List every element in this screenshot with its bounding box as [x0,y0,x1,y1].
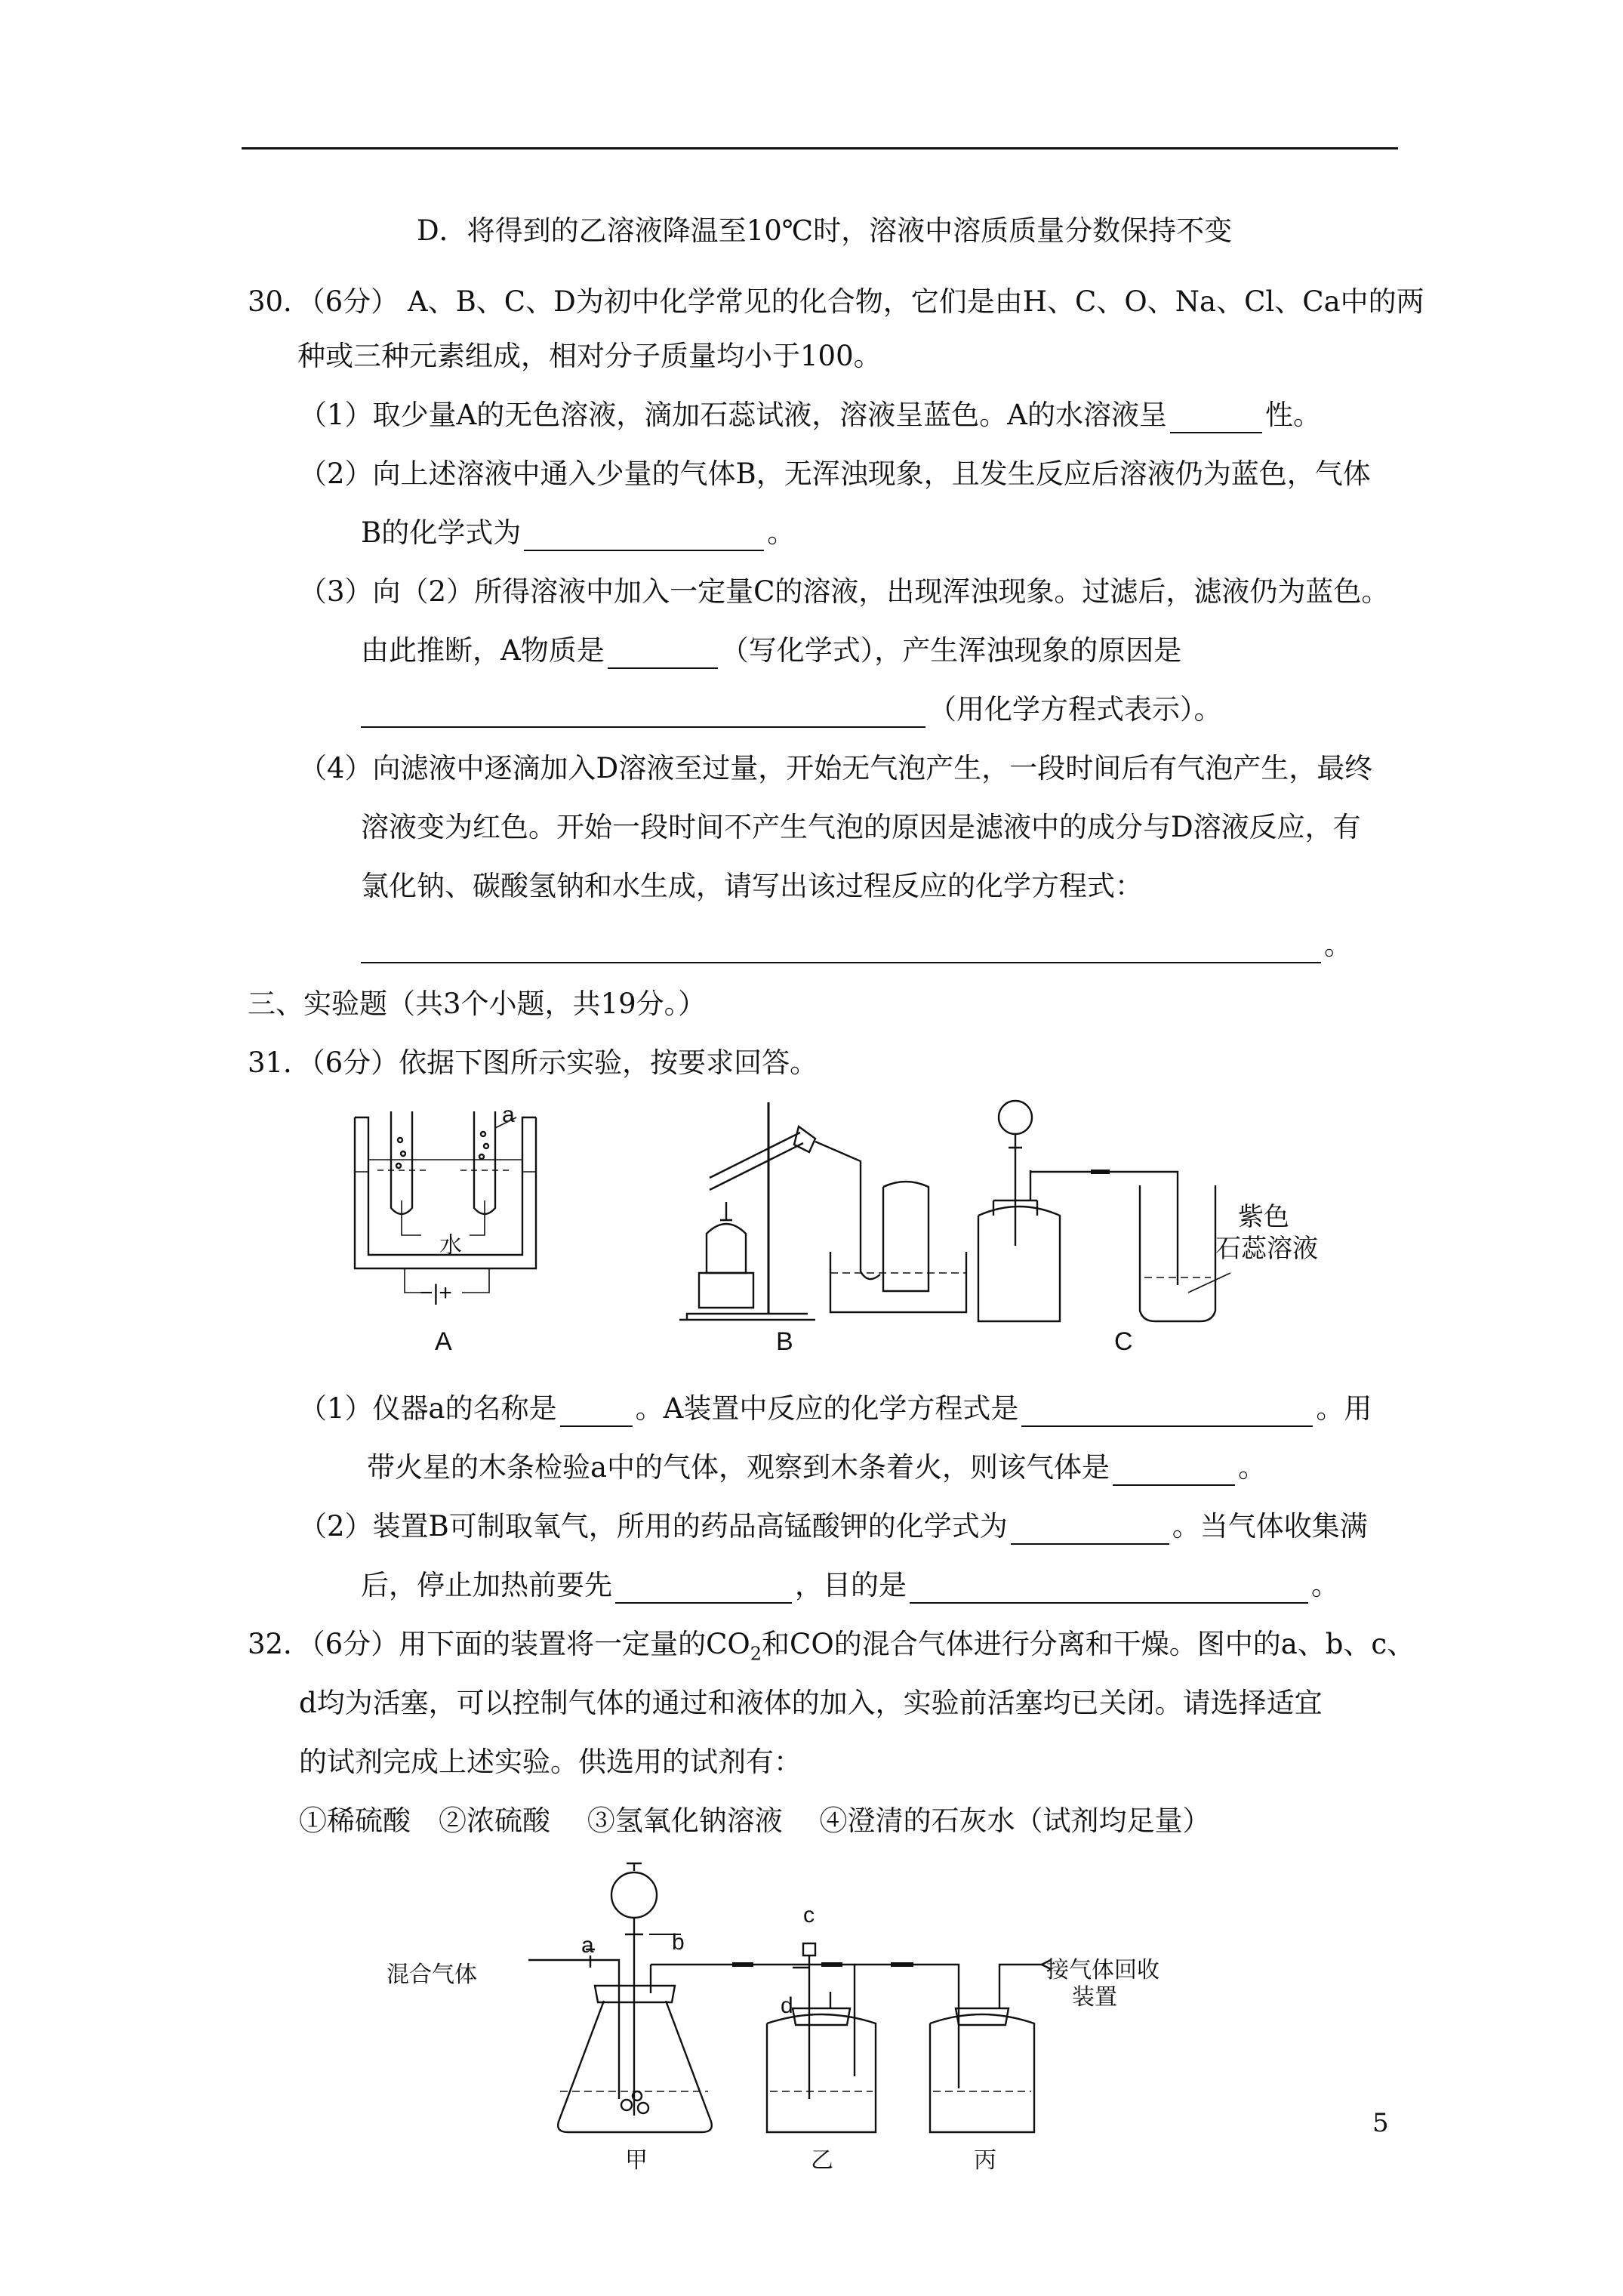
label-valve-c: c [803,1903,815,1928]
label-battery: −|+ [420,1281,452,1305]
label-pointer-a: a [502,1102,515,1127]
label-litmus-1: 紫色 [1238,1203,1289,1231]
answer-blank[interactable] [1011,1515,1169,1545]
label-litmus-2: 石蕊溶液 [1215,1234,1318,1263]
figure-label-c: C [1114,1327,1133,1356]
q32-line1: 32．（6分）用下面的装置将一定量的$CO_2$和CO的混合气体进行分离和干燥。图中的a、b、c、 [248,1628,1415,1665]
q30-part3-line2: 由此推断，A物质是 （写化学式），产生浑浊现象的原因是 [361,633,1181,669]
q32-line2: d均为活塞，可以控制气体的通过和液体的加入，实验前活塞均已关闭。请选择适宜 [299,1687,1323,1719]
heating-tube [710,1133,803,1190]
q31-part2-line2: 后，停止加热前要先 ，目的是 。 [361,1567,1339,1604]
q30-part4-line3: 氯化钠、碳酸氢钠和水生成，请写出该过程反应的化学方程式： [361,870,1143,902]
separatory-funnel [999,1101,1032,1134]
q31-part2-line1: （2）装置B可制取氧气，所用的药品高锰酸钾的化学式为 。当气体收集满 [299,1509,1368,1545]
header-rule [242,147,1398,149]
bottle-bing [930,2014,1034,2132]
water-trough-b [830,1252,966,1312]
q30-part2-line1: （2）向上述溶液中通入少量的气体B，无浑浊现象，且发生反应后溶液仍为蓝色，气体 [299,458,1371,490]
answer-blank[interactable] [361,698,925,728]
label-outlet-2: 装置 [1072,1985,1117,2010]
figure-label-b: B [776,1327,793,1356]
q31-stem: 31．（6分）依据下图所示实验，按要求回答。 [248,1046,818,1079]
label-valve-d: d [781,1993,793,2018]
figure-label-a: A [435,1327,452,1356]
label-yi: 乙 [811,2148,833,2173]
q32-line3: 的试剂完成上述实验。供选用的试剂有： [299,1746,802,1778]
label-bing: 丙 [974,2148,996,2173]
q31-part1-line1: （1）仪器a的名称是 。A装置中反应的化学方程式是 。用 [299,1391,1372,1427]
q30-line2: 种或三种元素组成，相对分子质量均小于100。 [297,340,882,372]
stand-base [679,1314,815,1320]
answer-blank[interactable] [1170,403,1262,433]
gas-bottle [978,1207,1060,1321]
q32-reagents: ①稀硫酸 ②浓硫酸 ③氢氧化钠溶液 ④澄清的石灰水（试剂均足量） [299,1804,1211,1837]
option-d: D．将得到的乙溶液降温至10℃时，溶液中溶质质量分数保持不变 [417,214,1233,247]
q30-line1: 30．（6分） A、B、C、D为初中化学常见的化合物，它们是由H、C、O、Na、Cl、Ca中的两 [248,285,1424,318]
test-tube-right [474,1111,495,1214]
answer-blank[interactable] [615,1573,792,1604]
q31-apparatus-figure [332,1087,1389,1336]
q30-part2-line2: B的化学式为 。 [361,515,795,551]
page-number: 5 [1372,2108,1389,2138]
answer-blank[interactable] [361,933,1321,963]
label-valve-a: a [581,1933,594,1958]
q30-part4-line1: （4）向滤液中逐滴加入D溶液至过量，开始无气泡产生，一段时间后有气泡产生，最终 [299,752,1373,784]
section-3-heading: 三、实验题（共3个小题，共19分。） [248,988,707,1020]
label-water: 水 [439,1233,462,1258]
alcohol-lamp [707,1202,746,1273]
q30-part1: （1）取少量A的无色溶液，滴加石蕊试液，溶液呈蓝色。A的水溶液呈 性。 [299,397,1321,433]
q31-part1-line2: 带火星的木条检验a中的气体，观察到木条着火，则该气体是 。 [367,1450,1266,1486]
test-tube-left [391,1111,412,1214]
answer-blank[interactable] [1021,1397,1313,1427]
answer-blank[interactable] [608,639,718,669]
q30-part3-line1: （3）向（2）所得溶液中加入一定量C的溶液，出现浑浊现象。过滤后，滤液仍为蓝色。 [299,575,1390,608]
q30-part3-line3: （用化学方程式表示）。 [361,692,1222,728]
q30-part4-line4: 。 [361,927,1352,963]
answer-blank[interactable] [560,1397,633,1427]
collection-bottle [883,1182,929,1291]
label-outlet-1: 接气体回收 [1046,1958,1160,1983]
label-mixed-gas: 混合气体 [387,1962,477,1987]
label-valve-b: b [672,1930,685,1955]
answer-blank[interactable] [910,1573,1308,1604]
bottle-yi [767,2014,876,2132]
label-jia: 甲 [625,2148,648,2173]
q30-part4-line2: 溶液变为红色。开始一段时间不产生气泡的原因是滤液中的成分与D溶液反应，有 [361,811,1361,843]
answer-blank[interactable] [1113,1456,1235,1486]
answer-blank[interactable] [524,521,764,551]
separatory-funnel-jia [611,1872,657,1918]
